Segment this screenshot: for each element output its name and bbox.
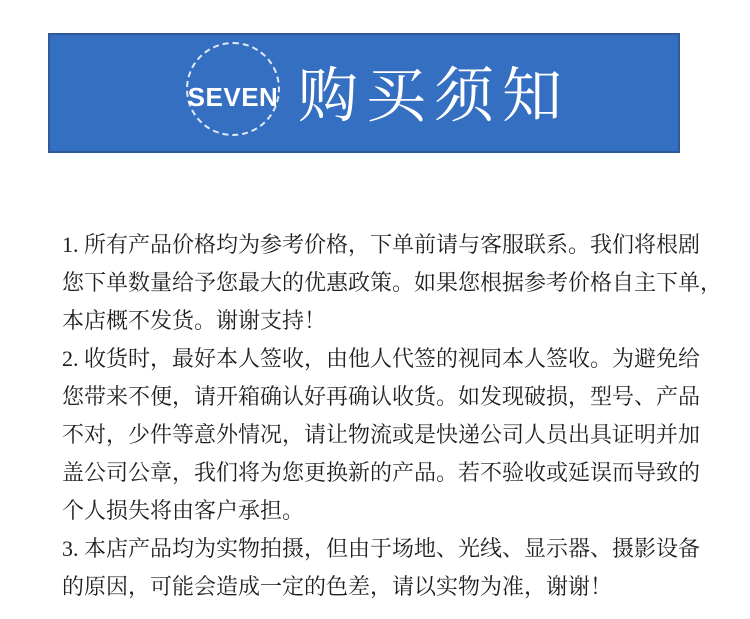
notice-line: 1. 所有产品价格均为参考价格，下单前请与客服联系。我们将根剧 <box>62 232 701 257</box>
notice-line: 不对，少件等意外情况，请让物流或是快递公司人员出具证明并加 <box>62 422 701 447</box>
notice-line: 本店概不发货。谢谢支持！ <box>62 308 327 333</box>
notice-line: 3. 本店产品均为实物拍摄，但由于场地、光线、显示器、摄影设备 <box>62 536 701 561</box>
notice-line: 您带来不便，请开箱确认好再确认收货。如发现破损，型号、产品 <box>62 384 701 409</box>
notice-line: 2. 收货时，最好本人签收，由他人代签的视同本人签收。为避免给 <box>62 346 701 371</box>
notice-line: 的原因，可能会造成一定的色差，请以实物为准，谢谢！ <box>62 574 613 599</box>
banner-title: 购买须知 <box>298 63 570 130</box>
banner <box>48 33 680 153</box>
notice-line: 个人损失将由客户承担。 <box>62 498 305 523</box>
brand-logo-text: SEVEN <box>187 81 279 112</box>
brand-logo-circle <box>186 42 280 136</box>
notice-line: 您下单数量给予您最大的优惠政策。如果您根据参考价格自主下单， <box>62 270 723 295</box>
notice-text <box>62 226 730 606</box>
notice-line: 盖公司公章，我们将为您更换新的产品。若不验收或延误而导致的 <box>62 460 701 485</box>
